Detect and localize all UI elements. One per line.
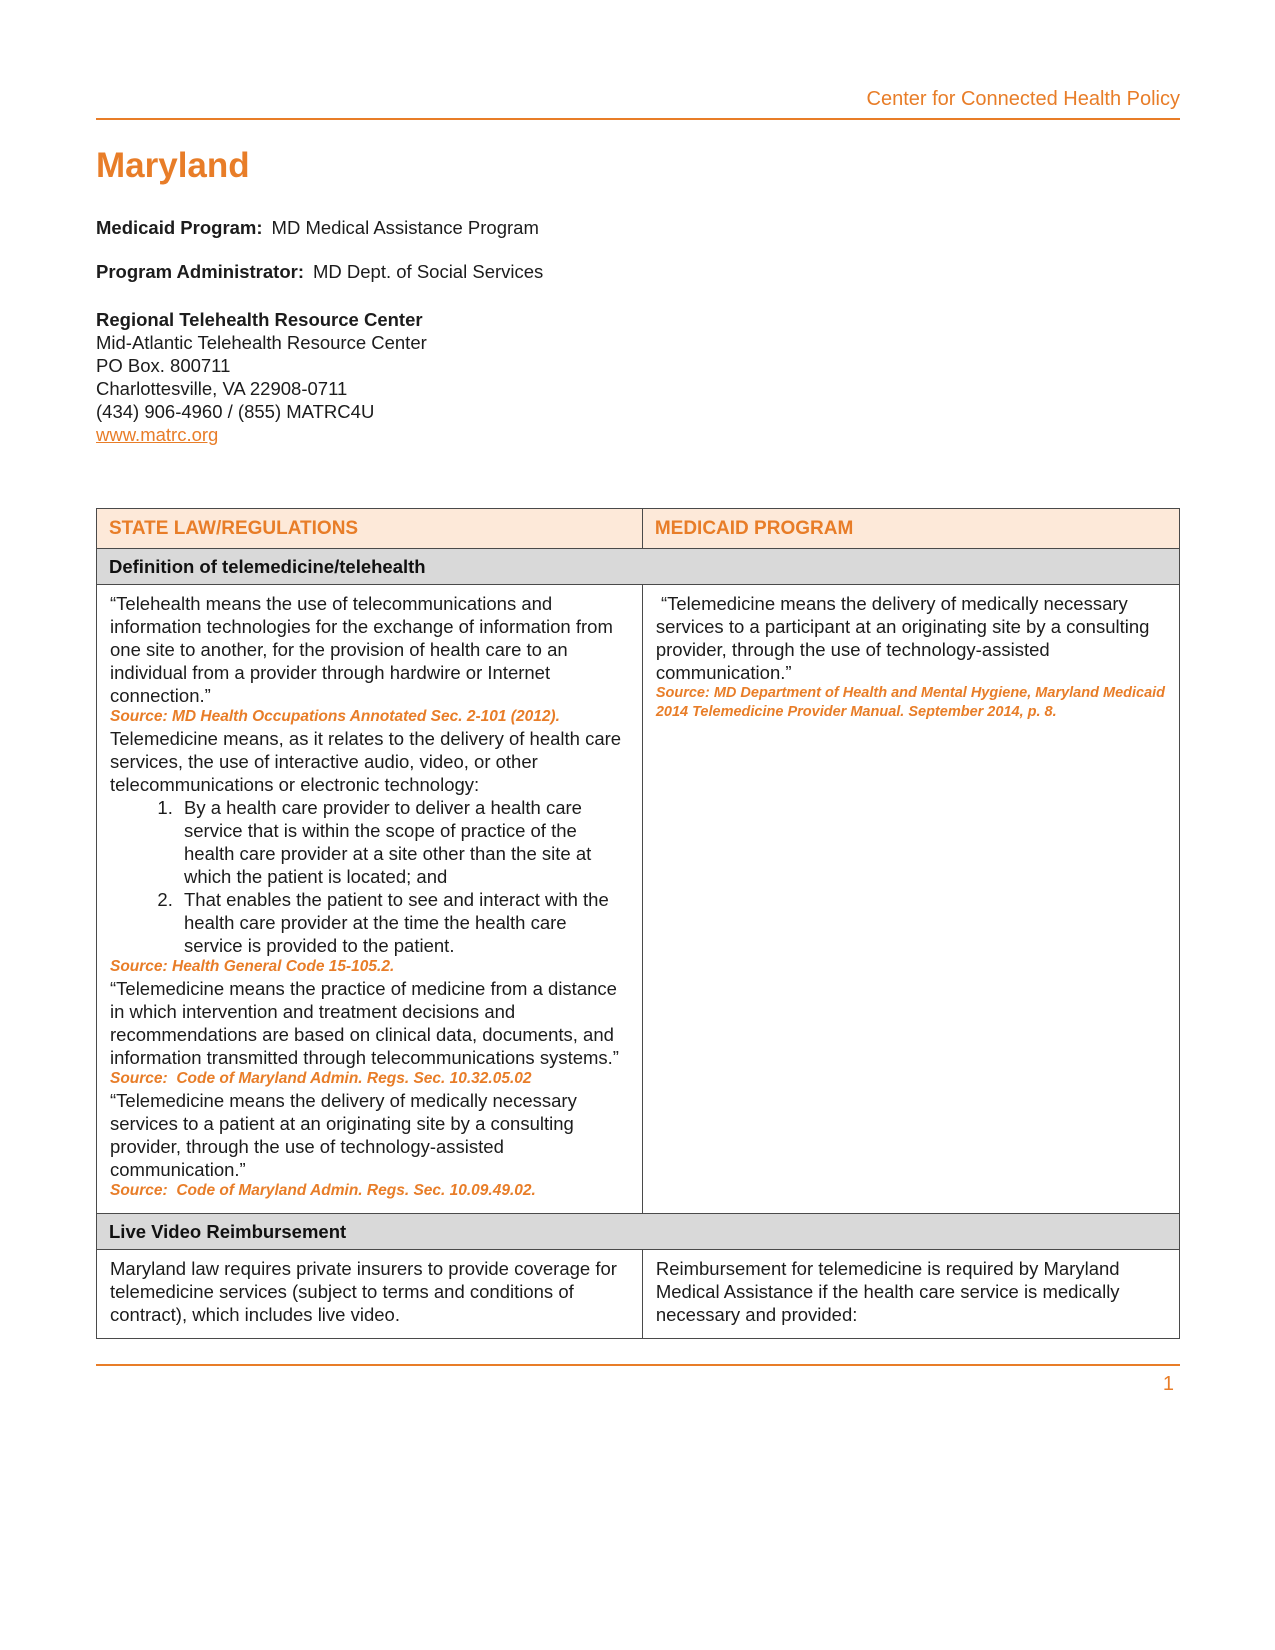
table-row (97, 1250, 1180, 1339)
section-heading-live-video: Live Video Reimbursement (97, 1214, 1180, 1250)
page-title: Maryland (96, 146, 250, 185)
state-law-cell-live-video (97, 1250, 643, 1339)
table-row (97, 585, 1180, 1214)
address-line: PO Box. 800711 (96, 355, 231, 376)
address-line: Mid-Atlantic Telehealth Resource Center (96, 332, 427, 353)
page-number: 1 (1162, 1373, 1174, 1395)
paragraph: Maryland law requires private insurers to provide coverage for telemedicine services (subject to terms and conditions of contract), which includes live video. (110, 1258, 623, 1325)
comparison-table (96, 508, 1180, 1339)
section-heading-definition: Definition of telemedicine/telehealth (97, 549, 1180, 585)
program-administrator-line (96, 260, 1180, 283)
section-header-row-live-video (97, 1214, 1180, 1250)
numbered-list (110, 796, 629, 957)
header-org-name: Center for Connected Health Policy (96, 88, 1180, 120)
resource-center-heading: Regional Telehealth Resource Center (96, 309, 423, 330)
address-line: Charlottesville, VA 22908-0711 (96, 378, 348, 399)
source-citation: Source: MD Health Occupations Annotated Sec. 2-101 (2012). (110, 708, 560, 725)
column-header-state-law: STATE LAW/REGULATIONS (97, 509, 643, 549)
paragraph: “Telemedicine means the delivery of medically necessary services to a patient at an originating site by a consulting provider, through the use of technology-assisted communication.” (110, 1090, 582, 1180)
paragraph: Reimbursement for telemedicine is required by Maryland Medical Assistance if the health care service is medically necessary and provided: (655, 1258, 1125, 1325)
program-administrator-label: Program Administrator: (96, 261, 304, 282)
table-header-row (97, 509, 1180, 549)
list-item: 2. That enables the patient to see and interact with the health care provider at the time the health care service is provided to the patient. (178, 888, 629, 957)
footer-divider (96, 1364, 1180, 1366)
column-header-medicaid-program: MEDICAID PROGRAM (642, 509, 1179, 549)
program-administrator-value: MD Dept. of Social Services (312, 261, 544, 282)
paragraph: “Telehealth means the use of telecommunications and information technologies for the exchange of information from one site to another, for the provision of health care to an individual from a provider through hardwire or Internet connection.” (110, 593, 619, 706)
source-citation: Source: Code of Maryland Admin. Regs. Sec. 10.09.49.02. (110, 1182, 536, 1199)
source-citation: Source: MD Department of Health and Mental Hygiene, Maryland Medicaid 2014 Telemedicine Provider Manual. September 2014, p. 8. (655, 685, 1170, 720)
paragraph: “Telemedicine means the delivery of medically necessary services to a participant at an originating site by a consulting provider, through the use of technology-assisted communication.” (655, 593, 1155, 683)
phone-line: (434) 906-4960 / (855) MATRC4U (96, 401, 375, 422)
paragraph: “Telemedicine means the practice of medicine from a distance in which intervention and treatment decisions and recommendations are based on clinical data, documents, and information transmitted through telecommunications systems.” (110, 978, 623, 1068)
state-law-cell-definition (97, 585, 643, 1214)
medicaid-program-label: Medicaid Program: (96, 217, 263, 238)
paragraph: Telemedicine means, as it relates to the delivery of health care services, the use of interactive audio, video, or other telecommunications or electronic technology: (110, 728, 627, 795)
matrc-website-link[interactable]: www.matrc.org (96, 424, 219, 445)
medicaid-program-line (96, 216, 1180, 239)
medicaid-program-value: MD Medical Assistance Program (271, 217, 539, 238)
list-item: 1. By a health care provider to deliver a health care service that is within the scope of practice of the health care provider at a site other than the site at which the patient is located; and (178, 796, 629, 888)
resource-center-block (96, 308, 1180, 446)
medicaid-cell-live-video (642, 1250, 1179, 1339)
source-citation: Source: Code of Maryland Admin. Regs. Sec. 10.32.05.02 (110, 1070, 532, 1087)
medicaid-cell-definition (642, 585, 1179, 1214)
source-citation: Source: Health General Code 15-105.2. (110, 958, 395, 975)
section-header-row-definition (97, 549, 1180, 585)
